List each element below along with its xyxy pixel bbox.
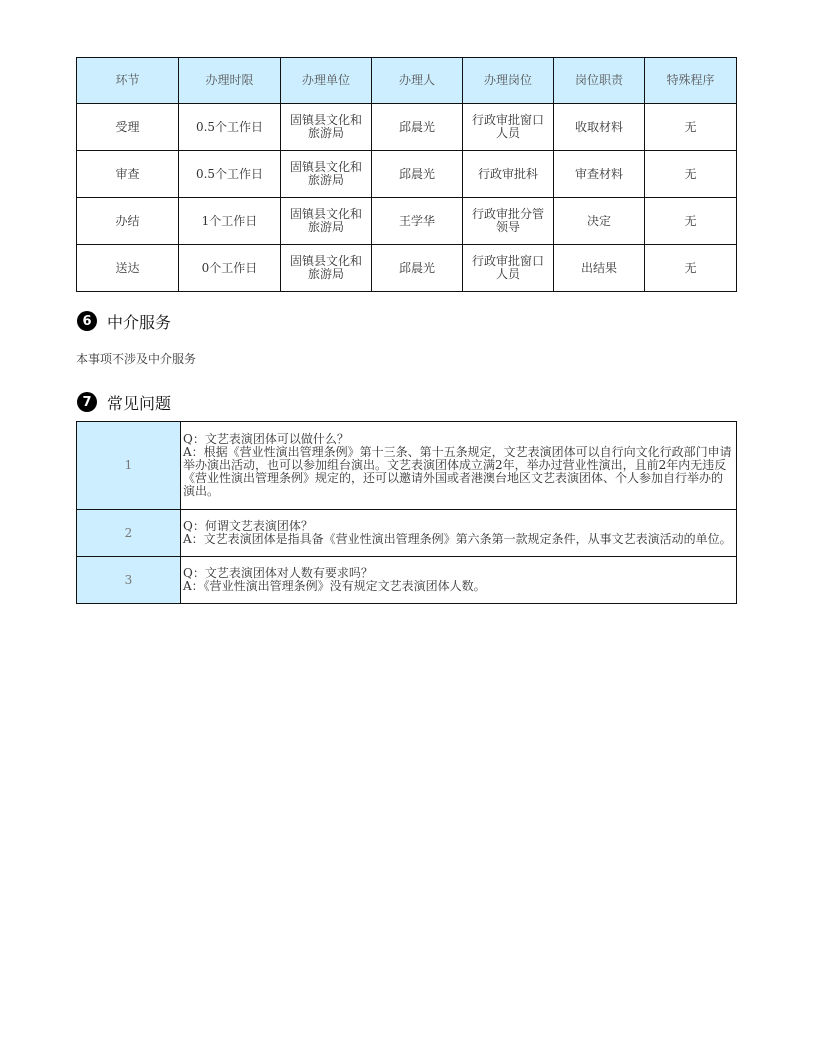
- section-number-badge: 7: [77, 392, 97, 412]
- faq-question: Q：文艺表演团体可以做什么？: [183, 432, 349, 446]
- header-unit: 办理单位: [281, 58, 372, 104]
- faq-table: [76, 421, 737, 604]
- cell-special: 无: [645, 245, 737, 292]
- faq-index: 3: [77, 557, 181, 604]
- faq-content: [181, 510, 737, 557]
- cell-stage: 送达: [77, 245, 179, 292]
- cell-special: 无: [645, 198, 737, 245]
- header-duty: 岗位职责: [554, 58, 645, 104]
- table-row: [77, 198, 737, 245]
- faq-index: 2: [77, 510, 181, 557]
- section-title: 中介服务: [107, 312, 172, 332]
- header-time-limit: 办理时限: [179, 58, 281, 104]
- header-handler: 办理人: [372, 58, 463, 104]
- table-row: [77, 510, 737, 557]
- faq-answer: A：根据《营业性演出管理条例》第十三条、第十五条规定，文艺表演团体可以自行向文化行政部门申请举办演出活动，也可以参加组台演出。文艺表演团体成立满2年，举办过营业性演出，且前2年内无违反《营业性演出管理条例》规定的，还可以邀请外国或者港澳台地区文艺表演团体、个人参加自行举办的演出。: [183, 445, 732, 498]
- section-number-badge: 6: [77, 311, 97, 331]
- faq-question: Q：何谓文艺表演团体？: [183, 519, 313, 533]
- cell-unit: 固镇县文化和旅游局: [281, 104, 372, 151]
- cell-post: 行政审批科: [463, 151, 554, 198]
- faq-answer: A：《营业性演出管理条例》没有规定文艺表演团体人数。: [183, 579, 486, 593]
- cell-post: 行政审批窗口人员: [463, 104, 554, 151]
- intermediary-heading: [77, 310, 171, 332]
- cell-duty: 收取材料: [554, 104, 645, 151]
- cell-time-limit: 0.5个工作日: [179, 104, 281, 151]
- faq-content: [181, 422, 737, 510]
- faq-index: 1: [77, 422, 181, 510]
- cell-unit: 固镇县文化和旅游局: [281, 151, 372, 198]
- table-row: [77, 557, 737, 604]
- procedure-header-row: [77, 58, 737, 104]
- cell-duty: 出结果: [554, 245, 645, 292]
- intermediary-text: 本事项不涉及中介服务: [76, 352, 197, 366]
- cell-stage: 办结: [77, 198, 179, 245]
- section-title: 常见问题: [107, 393, 172, 413]
- cell-time-limit: 0个工作日: [179, 245, 281, 292]
- cell-handler: 邱晨光: [372, 104, 463, 151]
- cell-stage: 审查: [77, 151, 179, 198]
- cell-unit: 固镇县文化和旅游局: [281, 245, 372, 292]
- faq-heading: [77, 391, 171, 413]
- header-special: 特殊程序: [645, 58, 737, 104]
- header-stage: 环节: [77, 58, 179, 104]
- table-row: [77, 422, 737, 510]
- cell-special: 无: [645, 151, 737, 198]
- cell-duty: 审查材料: [554, 151, 645, 198]
- cell-handler: 邱晨光: [372, 245, 463, 292]
- procedure-table: [76, 57, 737, 292]
- faq-question: Q：文艺表演团体对人数有要求吗？: [183, 566, 373, 580]
- cell-duty: 决定: [554, 198, 645, 245]
- cell-special: 无: [645, 104, 737, 151]
- faq-answer: A：文艺表演团体是指具备《营业性演出管理条例》第六条第一款规定条件，从事文艺表演活动的单位。: [183, 532, 732, 546]
- cell-time-limit: 1个工作日: [179, 198, 281, 245]
- table-row: [77, 104, 737, 151]
- cell-post: 行政审批窗口人员: [463, 245, 554, 292]
- cell-handler: 王学华: [372, 198, 463, 245]
- cell-time-limit: 0.5个工作日: [179, 151, 281, 198]
- cell-handler: 邱晨光: [372, 151, 463, 198]
- cell-post: 行政审批分管领导: [463, 198, 554, 245]
- cell-stage: 受理: [77, 104, 179, 151]
- faq-content: [181, 557, 737, 604]
- table-row: [77, 151, 737, 198]
- table-row: [77, 245, 737, 292]
- header-post: 办理岗位: [463, 58, 554, 104]
- cell-unit: 固镇县文化和旅游局: [281, 198, 372, 245]
